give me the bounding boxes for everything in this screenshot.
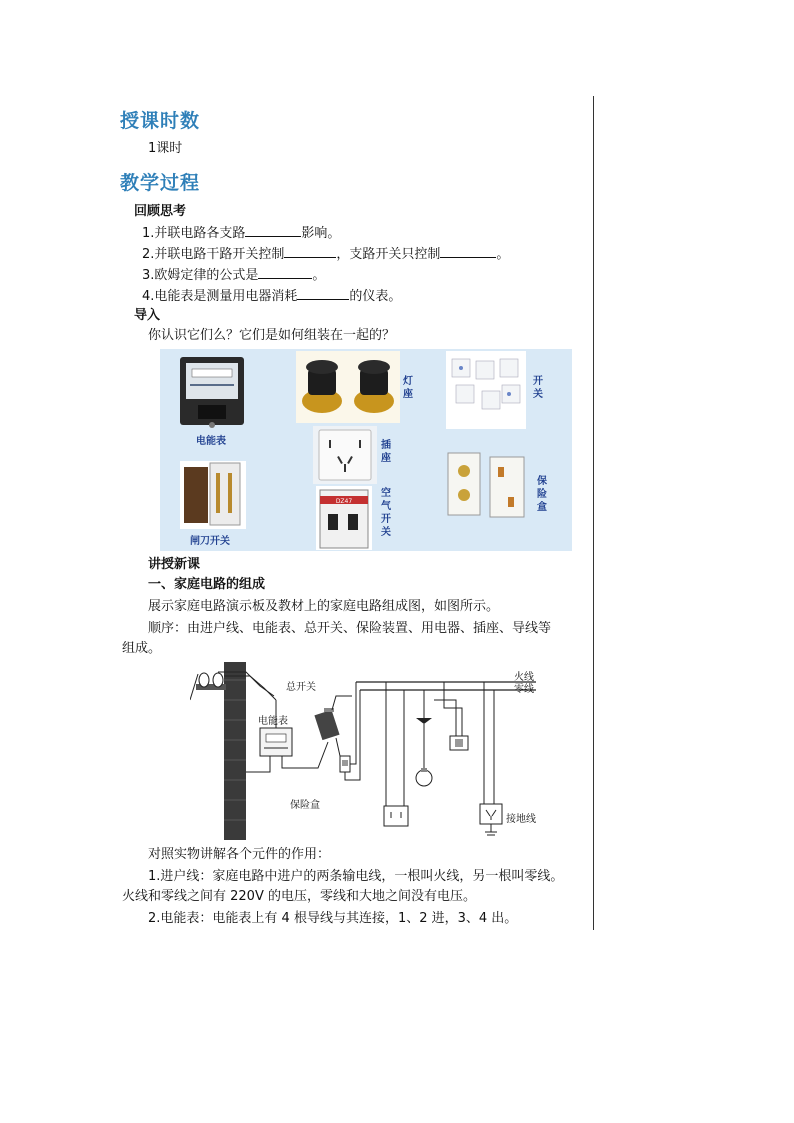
lesson-paragraph-2-line-2: 组成。 [122,641,162,656]
caption-air-switch: 空气开关 [381,488,391,538]
lesson-subheading-1: 一、家庭电路的组成 [148,577,266,592]
label-neutral-wire: 零线 [514,684,534,695]
explain-item-1-line-1: 1.进户线：家庭电路中进户的两条输电线，一根叫火线，另一根叫零线。 [148,869,564,884]
air-switch-icon [316,486,372,550]
lesson-heading: 讲授新课 [148,557,201,572]
lesson-paragraph-2-line-1: 顺序：由进户线、电能表、总开关、保险装置、用电器、插座、导线等 [148,621,552,636]
caption-knife-switch: 闸刀开关 [190,536,230,547]
q3-suffix: 。 [312,268,326,283]
explain-item-2: 2.电能表：电能表上有 4 根导线与其连接，1、2 进，3、4 出。 [148,911,518,926]
q2-prefix: 2.并联电路干路开关控制 [142,247,285,262]
diagram-fuse-box-icon [340,756,350,772]
label-live-wire: 火线 [514,672,534,683]
socket-icon [313,426,377,484]
q1-suffix: 影响。 [301,226,341,241]
caption-switch: 开关 [533,376,543,400]
breaker-brand-text: DZ47 [335,498,353,505]
lesson-paragraph-1: 展示家庭电路演示板及教材上的家庭电路组成图，如图所示。 [148,599,500,614]
diagram-socket-icon [384,806,408,826]
label-meter: 电能表 [258,716,288,727]
caption-lamp-holder: 灯座 [403,376,413,400]
bulb-icon [416,768,432,786]
review-question-3 [142,266,325,285]
household-circuit-diagram [190,660,550,842]
q2-blank-2 [440,245,496,258]
lamp-holder-icon-small [416,718,432,724]
wall-pole [224,662,246,840]
diagram-main-switch-icon [314,708,339,740]
insulator-icon [196,673,226,690]
component-collage [160,349,572,551]
q2-suffix: 。 [496,247,510,262]
review-question-4 [142,287,401,306]
label-ground-wire: 接地线 [506,814,536,825]
lamp-holder-icon [296,351,400,423]
q4-blank [297,287,349,300]
diagram-grounded-socket-icon [480,804,502,824]
q1-blank [245,224,301,237]
hours-value: 1课时 [148,141,183,156]
q2-blank-1 [284,245,336,258]
page-border-line [593,96,594,930]
intro-heading: 导入 [134,308,161,323]
process-title: 教学过程 [120,172,201,194]
energy-meter-icon [178,355,248,429]
review-question-1 [142,224,340,243]
caption-meter: 电能表 [196,436,226,447]
review-question-2 [142,245,509,264]
q3-prefix: 3.欧姆定律的公式是 [142,268,259,283]
q1-prefix: 1.并联电路各支路 [142,226,246,241]
hours-title: 授课时数 [120,110,201,132]
review-heading: 回顾思考 [134,204,187,219]
q4-prefix: 4.电能表是测量用电器消耗 [142,289,298,304]
diagram-light-switch-icon [450,736,468,750]
caption-fuse-box: 保险盒 [537,476,547,513]
label-main-switch: 总开关 [286,682,316,693]
knife-switch-icon [180,461,246,529]
diagram-meter-icon [260,728,292,756]
explain-intro: 对照实物讲解各个元件的作用： [148,847,331,862]
wall-switch-icon [446,351,526,429]
caption-socket: 插座 [381,440,391,464]
label-fuse-box: 保险盒 [290,800,320,811]
intro-question: 你认识它们么？它们是如何组装在一起的？ [148,328,396,343]
q2-mid: ，支路开关只控制 [336,247,441,262]
q3-blank [258,266,312,279]
q4-suffix: 的仪表。 [349,289,402,304]
fuse-box-icon [446,447,530,527]
explain-item-1-line-2: 火线和零线之间有 220V 的电压，零线和大地之间没有电压。 [122,889,476,904]
